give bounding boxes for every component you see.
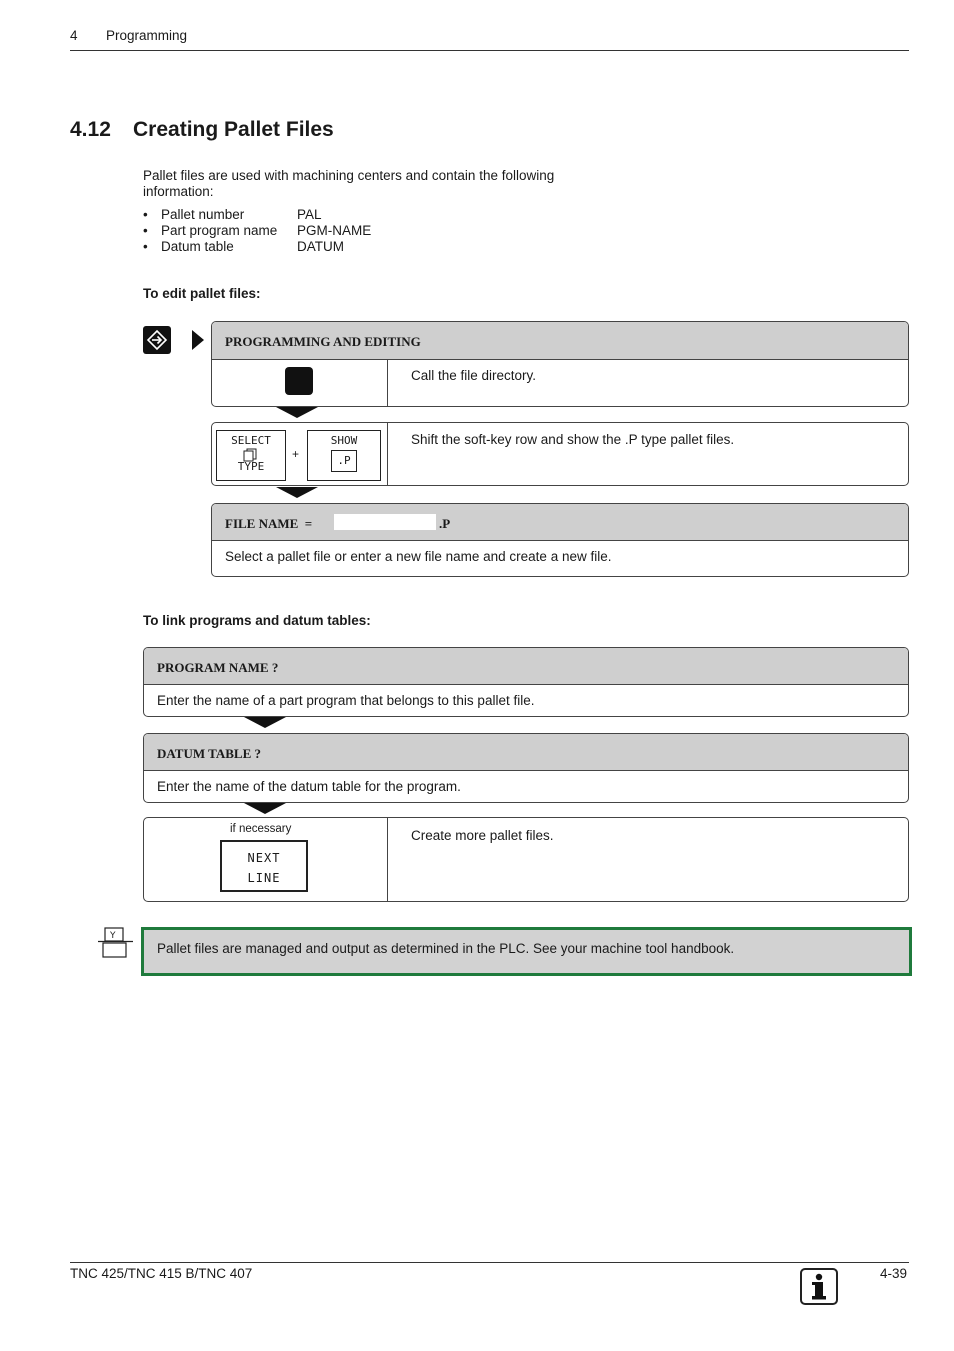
chapter-number: 4 — [70, 28, 78, 43]
section-title: Creating Pallet Files — [133, 118, 334, 141]
bullet-icon: • — [143, 223, 148, 238]
softkey-label: SELECT — [231, 434, 271, 447]
list-item — [143, 239, 443, 255]
datum-table-panel — [143, 733, 909, 803]
column-divider — [387, 359, 388, 407]
next-line-softkey[interactable] — [220, 840, 308, 892]
datum-table-title: DATUM TABLE ? — [157, 746, 262, 761]
show-p-softkey[interactable] — [307, 430, 381, 481]
plc-note-box — [141, 927, 912, 976]
bullet-label: Part program name — [161, 223, 278, 238]
select-type-softkey[interactable] — [216, 430, 286, 481]
flow-arrow-icon — [244, 717, 286, 728]
create-more-text: Create more pallet files. — [411, 828, 554, 843]
bullet-icon: • — [143, 239, 148, 254]
step-show-pallet-files-text: Shift the soft-key row and show the .P type pallet files. — [411, 432, 735, 447]
bullet-value: PGM-NAME — [297, 223, 372, 238]
step-call-directory-text: Call the file directory. — [411, 368, 537, 383]
p-file-icon: .P — [331, 450, 357, 472]
bullet-label: Datum table — [161, 239, 234, 254]
section-number: 4.12 — [70, 118, 111, 141]
bullet-value: PAL — [297, 207, 322, 222]
svg-text:Y: Y — [110, 931, 116, 941]
program-name-title: PROGRAM NAME ? — [157, 660, 279, 675]
softkey-label: LINE — [247, 871, 281, 885]
softkey-label: TYPE — [237, 460, 265, 473]
mode-title: PROGRAMMING AND EDITING — [225, 334, 421, 349]
bullet-icon: • — [143, 207, 148, 222]
flow-arrow-icon — [276, 487, 318, 498]
plus-sign: + — [292, 447, 300, 461]
datum-table-instruction: Enter the name of the datum table for the program. — [157, 779, 461, 794]
list-item — [143, 223, 443, 239]
edit-heading: To edit pallet files: — [143, 286, 261, 301]
program-name-panel — [143, 647, 909, 717]
file-extension: .P — [439, 516, 451, 531]
column-divider — [387, 423, 388, 486]
file-name-instruction: Select a pallet file or enter a new file name and create a new file. — [225, 549, 612, 564]
file-name-input[interactable] — [334, 514, 436, 530]
file-name-label: FILE NAME = — [225, 516, 313, 531]
machine-note-icon — [97, 926, 135, 959]
page-number: 4-39 — [880, 1266, 908, 1281]
flow-arrow-icon — [276, 407, 318, 418]
arrow-right-icon — [192, 330, 204, 350]
pgm-mgt-key-icon[interactable] — [285, 367, 313, 395]
info-icon — [800, 1268, 838, 1305]
column-divider — [387, 818, 388, 902]
softkey-label: SHOW — [330, 434, 358, 447]
bullet-label: Pallet number — [161, 207, 245, 222]
programming-mode-key-icon — [143, 326, 171, 354]
program-name-instruction: Enter the name of a part program that belongs to this pallet file. — [157, 693, 535, 708]
if-necessary-label: if necessary — [230, 823, 292, 835]
file-name-panel — [211, 503, 909, 577]
file-name-title-bar — [212, 504, 908, 541]
header-rule — [70, 50, 909, 51]
programming-editing-panel — [211, 321, 909, 407]
bullet-value: DATUM — [297, 239, 344, 254]
footer-models: TNC 425/TNC 415 B/TNC 407 — [70, 1266, 253, 1281]
chapter-title: Programming — [106, 28, 188, 43]
link-heading: To link programs and datum tables: — [143, 613, 371, 628]
softkey-label: NEXT — [247, 851, 281, 865]
intro-paragraph: Pallet files are used with machining centers and contain the following information: — [143, 168, 555, 199]
bullet-list — [143, 207, 443, 255]
flow-arrow-icon — [244, 803, 286, 814]
footer-rule — [70, 1262, 909, 1263]
list-item — [143, 207, 443, 223]
plc-note-text: Pallet files are managed and output as determined in the PLC. See your machine tool handbook. — [157, 941, 735, 956]
